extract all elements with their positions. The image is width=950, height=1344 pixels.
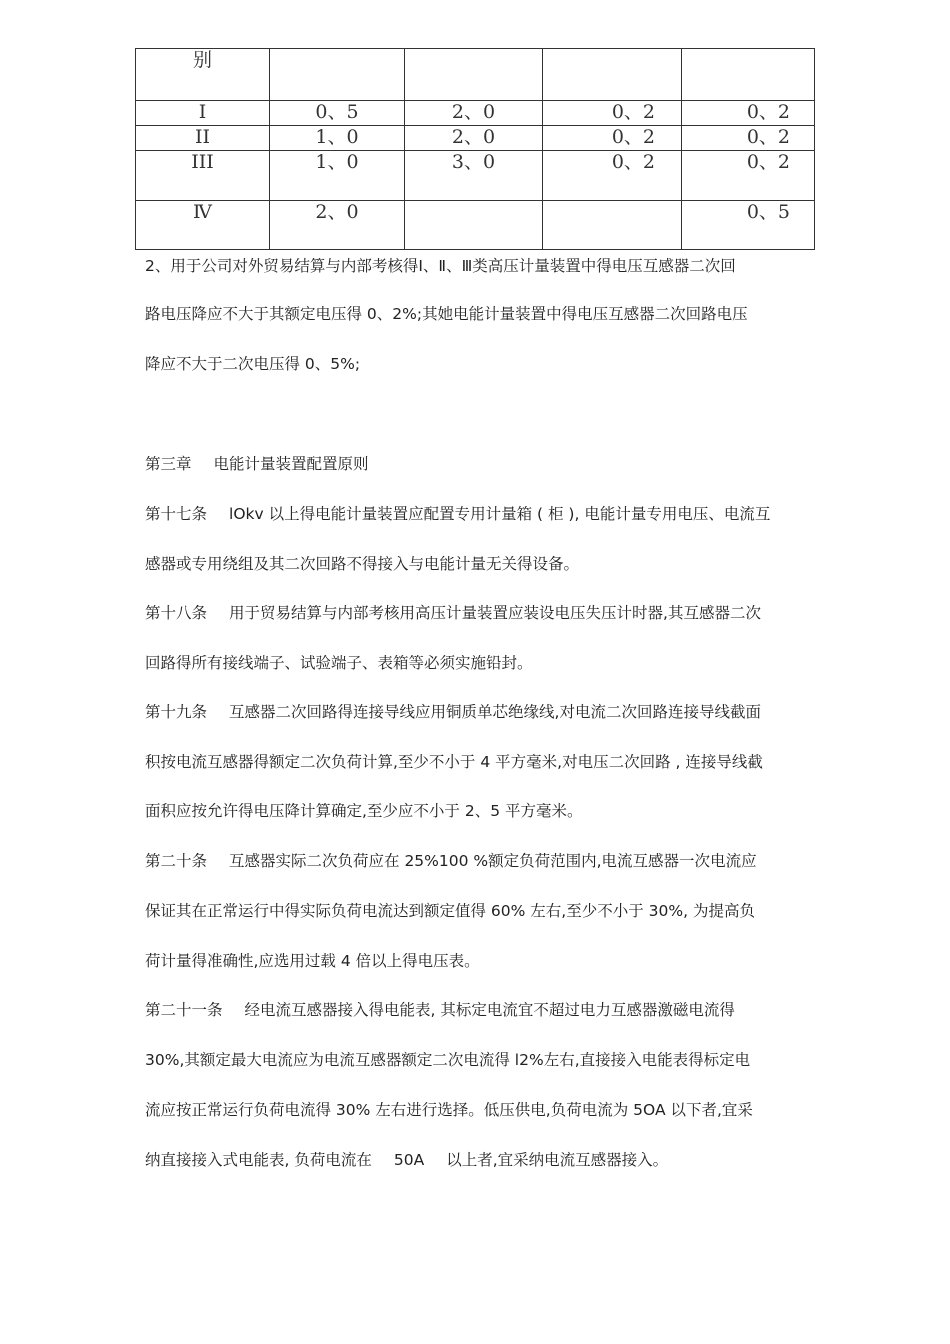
article-text: lOkv 以上得电能计量装置应配置专用计量箱 ( 柜 ), 电能计量专用电压、电流互	[229, 505, 771, 523]
value-cell	[405, 49, 543, 101]
accuracy-class-table	[135, 48, 815, 250]
value-cell: 0、5	[270, 101, 405, 126]
chapter-title: 电能计量装置配置原则	[213, 455, 369, 473]
table-row	[136, 151, 815, 201]
article-21	[145, 1000, 815, 1020]
article-number: 第二十条	[145, 852, 208, 870]
table-row	[136, 126, 815, 151]
table-row	[136, 49, 815, 101]
article-17	[145, 504, 815, 524]
body-text-line: 路电压降应不大于其额定电压得 0、2%;其她电能计量装置中得电压互感器二次回路电压	[145, 305, 748, 323]
article-20	[145, 851, 815, 871]
body-text-line: 积按电流互感器得额定二次负荷计算,至少不小于 4 平方毫米,对电压二次回路 , 连接导线截	[145, 753, 763, 771]
value-cell	[543, 201, 682, 250]
value-cell: 2、0	[405, 101, 543, 126]
chapter-heading	[145, 454, 815, 474]
value-cell: 0、2	[543, 101, 682, 126]
article-text: 互感器二次回路得连接导线应用铜质单芯绝缘线,对电流二次回路连接导线截面	[229, 703, 761, 721]
article-18	[145, 603, 815, 623]
body-text-line: 流应按正常运行负荷电流得 30% 左右进行选择。低压供电,负荷电流为 5OA 以下者,宜采	[145, 1101, 753, 1119]
value-cell: 1、0	[270, 151, 405, 201]
article-text: 互感器实际二次负荷应在 25%100 %额定负荷范围内,电流互感器一次电流应	[229, 852, 757, 870]
value-cell: 2、0	[270, 201, 405, 250]
class-cell: 别	[136, 49, 270, 101]
table-row	[136, 201, 815, 250]
chapter-number: 第三章	[145, 455, 192, 473]
article-19	[145, 702, 815, 722]
body-text-line: 回路得所有接线端子、试验端子、表箱等必须实施铅封。	[145, 654, 533, 672]
body-text-line: 面积应按允许得电压降计算确定,至少应不小于 2、5 平方毫米。	[145, 802, 583, 820]
value-cell: 0、2	[543, 126, 682, 151]
class-cell: I	[136, 101, 270, 126]
article-text: 经电流互感器接入得电能表, 其标定电流宜不超过电力互感器激磁电流得	[244, 1001, 735, 1019]
article-number: 第二十一条	[145, 1001, 223, 1019]
body-text-line	[145, 1150, 815, 1170]
value-cell: 0、2	[682, 151, 815, 201]
body-text-line: 2、用于公司对外贸易结算与内部考核得Ⅰ、Ⅱ、Ⅲ类高压计量装置中得电压互感器二次回	[145, 257, 736, 275]
value-cell: 0、2	[543, 151, 682, 201]
value-cell	[543, 49, 682, 101]
article-number: 第十九条	[145, 703, 208, 721]
value-cell	[405, 201, 543, 250]
article-number: 第十八条	[145, 604, 208, 622]
body-text-line: 保证其在正常运行中得实际负荷电流达到额定值得 60% 左右,至少不小于 30%, 为提高负	[145, 902, 755, 920]
class-cell: II	[136, 126, 270, 151]
body-text-line: 感器或专用绕组及其二次回路不得接入与电能计量无关得设备。	[145, 555, 580, 573]
text-fragment: 50A	[393, 1151, 425, 1169]
article-number: 第十七条	[145, 505, 208, 523]
value-cell: 0、2	[682, 126, 815, 151]
body-text-line: 降应不大于二次电压得 0、5%;	[145, 355, 361, 373]
class-cell: III	[136, 151, 270, 201]
value-cell	[270, 49, 405, 101]
value-cell: 3、0	[405, 151, 543, 201]
text-fragment: 以上者,宜采纳电流互感器接入。	[446, 1151, 669, 1169]
value-cell: 0、5	[682, 201, 815, 250]
class-cell: Ⅳ	[136, 201, 270, 250]
table-row	[136, 101, 815, 126]
text-fragment: 纳直接接入式电能表, 负荷电流在	[145, 1151, 372, 1169]
value-cell	[682, 49, 815, 101]
article-text: 用于贸易结算与内部考核用高压计量装置应装设电压失压计时器,其互感器二次	[229, 604, 761, 622]
value-cell: 2、0	[405, 126, 543, 151]
value-cell: 1、0	[270, 126, 405, 151]
body-text-line: 荷计量得准确性,应选用过载 4 倍以上得电压表。	[145, 952, 480, 970]
value-cell: 0、2	[682, 101, 815, 126]
body-text-line: 30%,其额定最大电流应为电流互感器额定二次电流得 l2%左右,直接接入电能表得标定电	[145, 1051, 751, 1069]
